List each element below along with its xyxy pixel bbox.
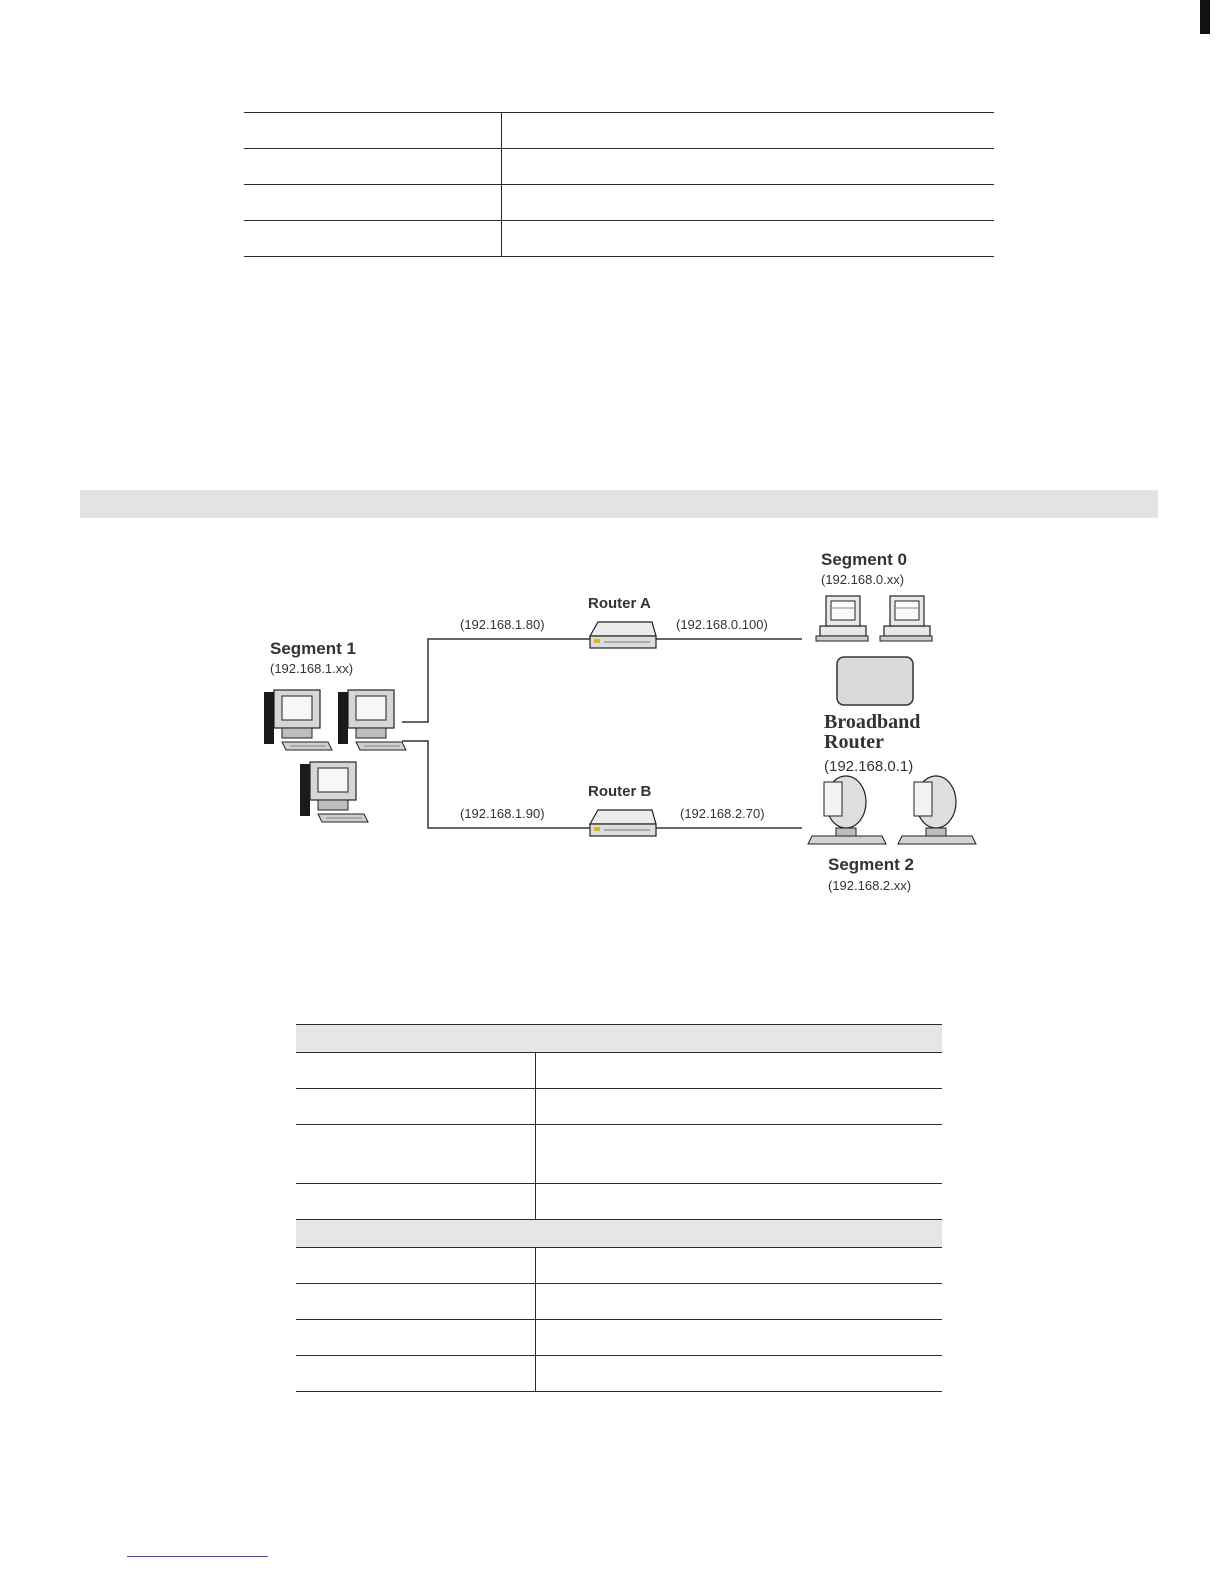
- segment1-title: Segment 1: [270, 639, 356, 658]
- computer-icon: [816, 596, 868, 641]
- table-row: [296, 1089, 942, 1125]
- computer-icon: [300, 762, 368, 822]
- table-row: [244, 185, 994, 221]
- router-b-title: Router B: [588, 783, 652, 800]
- table-section-header: [296, 1220, 942, 1248]
- page-edge-mark: [1200, 0, 1210, 34]
- computer-icon: [338, 690, 406, 750]
- network-diagram: [0, 540, 1224, 910]
- computer-icon: [898, 776, 976, 844]
- router-a-ip-left: (192.168.1.80): [460, 617, 545, 632]
- table-row: [296, 1184, 942, 1220]
- router-a-title: Router A: [588, 595, 651, 612]
- section-heading-bar: [80, 490, 1158, 518]
- table-row: [244, 221, 994, 257]
- table-row: [296, 1284, 942, 1320]
- table-row: [296, 1320, 942, 1356]
- footer-link-underline[interactable]: [127, 1556, 268, 1557]
- segment0-title: Segment 0: [821, 550, 907, 569]
- computer-icon: [808, 776, 886, 844]
- table-row: [296, 1248, 942, 1284]
- table-row: [244, 149, 994, 185]
- segment2-title: Segment 2: [828, 855, 914, 874]
- table-row: [296, 1356, 942, 1392]
- router-b-ip-right: (192.168.2.70): [680, 806, 765, 821]
- settings-table-bottom: [296, 1024, 942, 1392]
- link-segment1-router-a: [402, 639, 590, 722]
- router-b-icon: [590, 810, 656, 836]
- router-a-icon: [590, 622, 656, 648]
- broadband-router-title-line2: Router: [824, 731, 884, 753]
- settings-table-top: [244, 112, 994, 257]
- computer-icon: [880, 596, 932, 641]
- router-b-ip-left: (192.168.1.90): [460, 806, 545, 821]
- table-section-header: [296, 1025, 942, 1053]
- broadband-router-title-line1: Broadband: [824, 711, 921, 733]
- segment2-subnet: (192.168.2.xx): [828, 878, 912, 893]
- segment1-subnet: (192.168.1.xx): [270, 661, 354, 676]
- table-row: [244, 113, 994, 149]
- computer-icon: [264, 690, 332, 750]
- router-a-ip-right: (192.168.0.100): [676, 617, 768, 632]
- broadband-router-icon: [837, 657, 913, 705]
- segment0-subnet: (192.168.0.xx): [821, 572, 905, 587]
- table-row: [296, 1053, 942, 1089]
- broadband-router-ip: (192.168.0.1): [824, 758, 914, 775]
- table-row: [296, 1125, 942, 1184]
